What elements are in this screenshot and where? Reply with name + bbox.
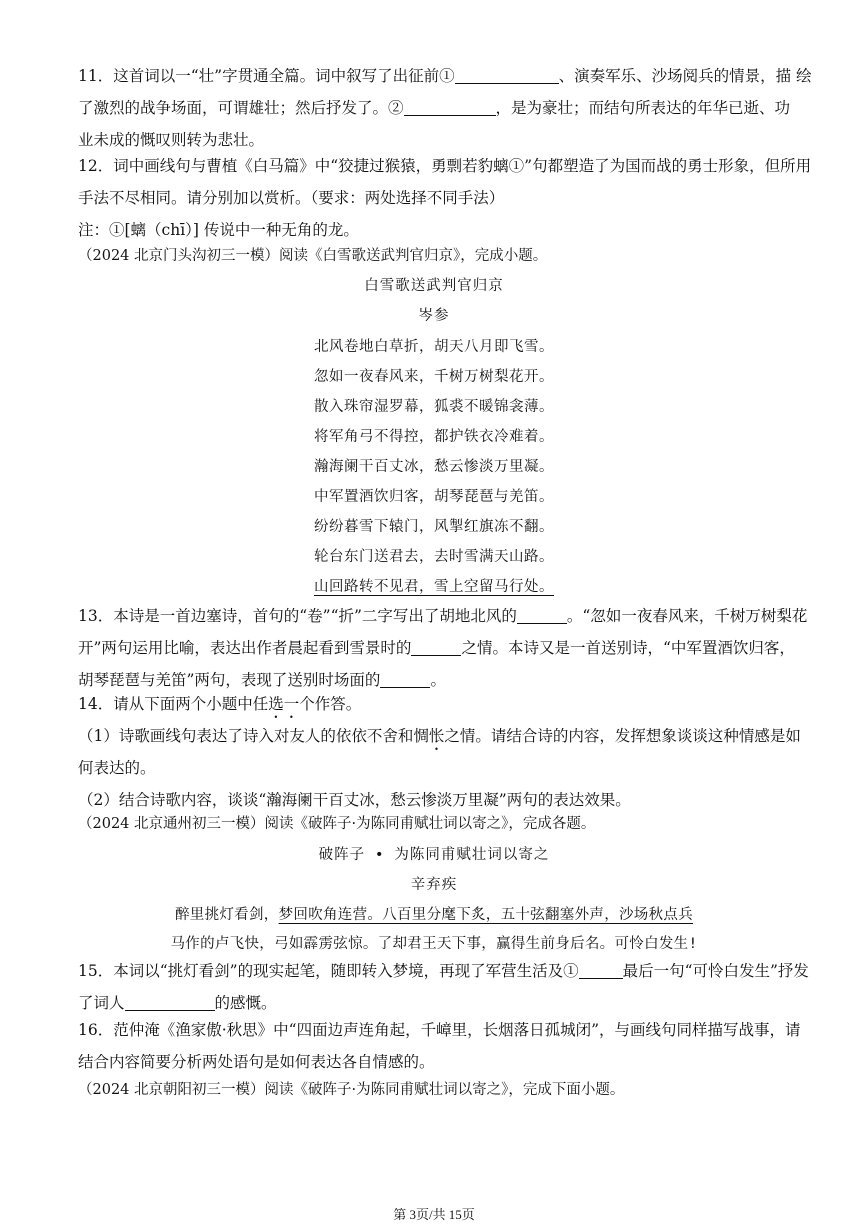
question-12 — [78, 150, 812, 246]
underlined-poem-text: 山回路转不见君，雪上空留马行处。 — [314, 579, 554, 595]
q13-text-2b: 之情。本诗又是一首送别诗，“中军置酒饮归客， — [461, 639, 795, 657]
q13-text-3b: 。 — [430, 671, 446, 689]
intro-text: （2024 北京通州初三一模）阅读《破阵子·为陈同甫赋壮词以寄之》，完成各题。 — [78, 816, 596, 832]
answer-blank[interactable] — [455, 65, 559, 84]
poem-line: 北风卷地白草折，胡天八月即飞雪。 — [314, 339, 554, 355]
q14-sub1-text-a: （1）诗歌画线句表达了诗入对友人的依依不舍和惆 — [78, 727, 429, 745]
q11-text-1b: 、演奏军乐、沙场阅兵的情景，描 绘 — [558, 67, 812, 85]
q15-text-1b: 最后一句“可怜白发生”抒发 — [622, 962, 809, 980]
q11-text-2b: ，是为豪壮；而结句所表达的年华已逝、功 — [495, 99, 791, 117]
section-intro-1 — [78, 240, 790, 272]
ci-text: 醉里挑灯看剑， — [174, 907, 279, 923]
poem-line-underlined — [0, 575, 868, 596]
answer-blank[interactable] — [380, 669, 430, 688]
q12-text-1: 12．词中画线句与曹植《白马篇》中“狡捷过猴猿，勇剽若豹螭①”句都塑造了为国而战的勇士形象，但所用 — [78, 157, 812, 175]
q14-emphasis: 选一 — [268, 695, 300, 713]
q13-text-3a: 胡琴琵琶与羌笛”两句，表现了送别时场面的 — [78, 671, 381, 689]
q11-text-1a: 11．这首词以一“壮”字贯通全篇。词中叙写了出征前① — [78, 67, 455, 85]
q14-sub1-emphasis: 怅 — [428, 727, 445, 745]
q14-text-1a: 14．请从下面两个小题中任 — [78, 695, 269, 713]
q14-sub2-text: （2）结合诗歌内容，谈谈“瀚海阑干百丈冰，愁云惨淡万里凝”两句的表达效果。 — [78, 791, 631, 809]
q14-sub1-text-c: 之情。请结合诗的内容，发挥想象谈谈这种情感是如 — [444, 727, 801, 745]
q14-sub1-text-2: 何表达的。 — [78, 759, 156, 777]
poem-line: 中军置酒饮归客，胡琴琵琶与羌笛。 — [314, 489, 554, 505]
ci-title: 破阵子 • 为陈同甫赋壮词以寄之 — [318, 847, 550, 863]
q16-text-1: 16．范仲淹《渔家傲·秋思》中“四面边声连角起，千嶂里，长烟落日孤城闭”，与画线句同样描写战事，请 — [78, 1021, 801, 1039]
q12-text-2: 手法不尽相同。请分别加以赏析。（要求：两处选择不同手法） — [78, 189, 505, 207]
q13-text-1a: 13．本诗是一首边塞诗，首句的“卷”“折”二字写出了胡地北风的 — [78, 607, 517, 625]
answer-blank[interactable] — [411, 637, 461, 656]
q15-text-2a: 了词人 — [78, 994, 125, 1012]
q13-text-2a: 开”两句运用比喻，表达出作者晨起看到雪景时的 — [78, 639, 412, 657]
intro-text: （2024 北京门头沟初三一模）阅读《白雪歌送武判官归京》，完成小题。 — [78, 248, 548, 264]
q13-text-1b: 。“忽如一夜春风来，千树万树梨花 — [566, 607, 808, 625]
q15-text-1a: 15．本词以“挑灯看剑”的现实起笔，随即转入梦境，再现了军营生活及① — [78, 962, 579, 980]
section-intro-2 — [78, 808, 790, 840]
answer-blank[interactable] — [579, 960, 623, 979]
question-13 — [78, 600, 808, 696]
poem-line: 忽如一夜春风来，千树万树梨花开。 — [314, 369, 554, 385]
poem-author: 岑参 — [418, 308, 450, 324]
poem-line: 散入珠帘湿罗幕，狐裘不暖锦衾薄。 — [314, 399, 554, 415]
intro-text: （2024 北京朝阳初三一模）阅读《破阵子·为陈同甫赋壮词以寄之》，完成下面小题。 — [78, 1082, 625, 1098]
question-15 — [78, 955, 809, 1019]
poem-line: 纷纷暮雪下辕门，风掣红旗冻不翻。 — [314, 519, 554, 535]
question-14 — [78, 688, 801, 816]
question-11 — [78, 60, 812, 156]
poem-title: 白雪歌送武判官归京 — [364, 278, 504, 294]
answer-blank[interactable] — [125, 992, 215, 1011]
poem-line: 轮台东门送君去，去时雪满天山路。 — [314, 549, 554, 565]
poem-line: 瀚海阑干百丈冰，愁云惨淡万里凝。 — [314, 459, 554, 475]
section-intro-3 — [78, 1074, 790, 1106]
poem-line: 将军角弓不得控，都护铁衣冷难着。 — [314, 429, 554, 445]
question-16 — [78, 1014, 801, 1078]
ci-author: 辛弃疾 — [410, 877, 458, 893]
answer-blank[interactable] — [517, 605, 567, 624]
page-number: 第 3页/共 15页 — [393, 1207, 475, 1222]
q11-text-2a: 了激烈的战争场面，可谓雄壮；然后抒发了。② — [78, 99, 404, 117]
q14-text-1c: 个作答。 — [299, 695, 362, 713]
q11-text-3: 业未成的慨叹则转为悲壮。 — [78, 131, 265, 149]
q16-text-2: 结合内容简要分析两处语句是如何表达各自情感的。 — [78, 1053, 435, 1071]
answer-blank[interactable] — [404, 97, 496, 116]
underlined-ci-text: 梦回吹角连营。八百里分麾下炙，五十弦翻塞外声，沙场秋点兵 — [278, 907, 693, 923]
q15-text-2b: 的感慨。 — [214, 994, 277, 1012]
ci-line-1 — [0, 903, 868, 924]
q12-note: 注：①[螭（chī）] 传说中一种无角的龙。 — [78, 221, 359, 239]
ci-line-2: 马作的卢飞快，弓如霹雳弦惊。了却君王天下事，赢得生前身后名。可怜白发生! — [170, 936, 698, 952]
